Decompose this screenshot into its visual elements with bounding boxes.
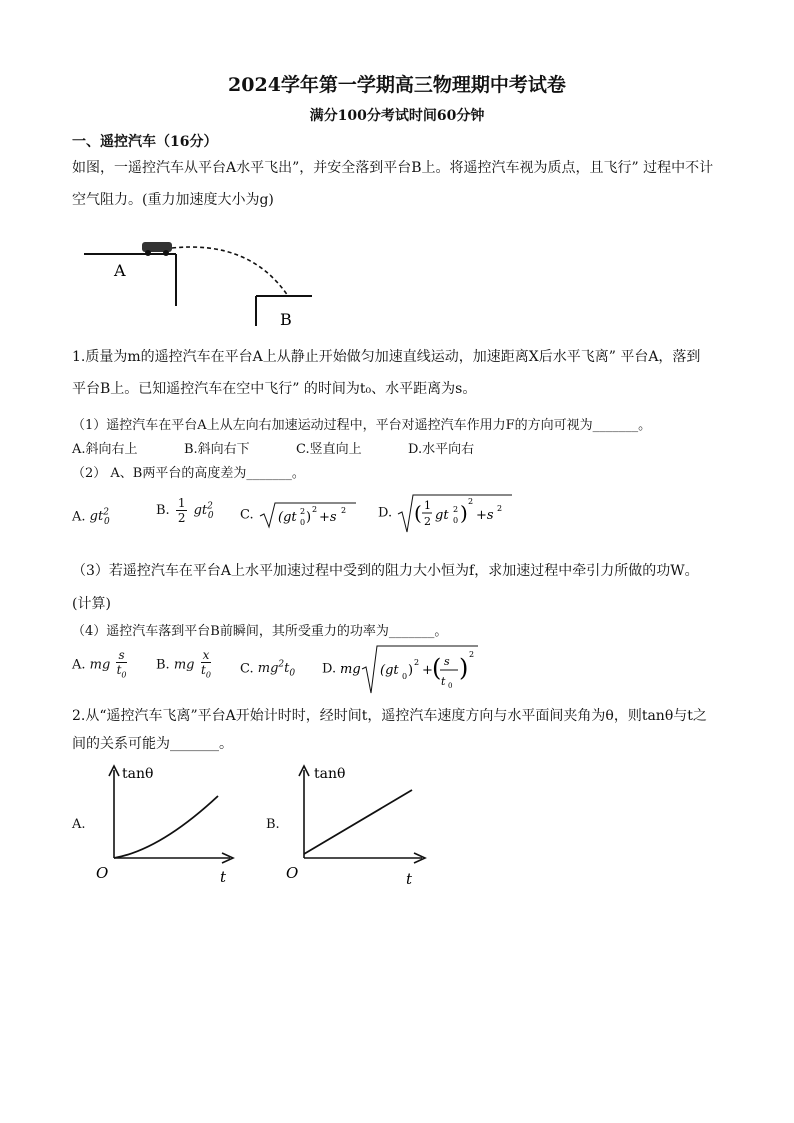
- svg-text:2: 2: [340, 506, 346, 515]
- svg-text:2: 2: [453, 505, 459, 514]
- platform-b-label: B: [280, 310, 292, 329]
- option-letter: B.: [156, 657, 170, 673]
- car-wheel-icon: [163, 250, 169, 256]
- svg-text:2: 2: [497, 504, 503, 513]
- formula-mg2-t0: $mg^2t_0$: [257, 660, 296, 679]
- car-wheel-icon: [145, 250, 151, 256]
- q1-part4-option-b: B. mg $\frac{x}{t_0}$: [156, 648, 213, 682]
- graph-b-line: [304, 790, 412, 854]
- formula-sqrt-option-c: [258, 500, 358, 530]
- trajectory-curve: [172, 247, 288, 296]
- formula-g-t0-squared: $gt^2_0$: [193, 501, 214, 521]
- formula-sqrt-option-d: [396, 492, 514, 534]
- svg-text:+s: +s: [318, 510, 337, 525]
- q1-stem-line-1: 1.质量为m的遥控汽车在平台A上从静止开始做匀加速直线运动，加速距离X后水平飞离” 平台A，落到: [72, 349, 701, 365]
- svg-text:2: 2: [469, 650, 475, 659]
- svg-text:2: 2: [468, 497, 474, 506]
- graph-a-origin: O: [96, 864, 109, 882]
- option-letter: A.: [72, 657, 86, 673]
- option-letter: D.: [378, 505, 393, 521]
- svg-text:mg: mg: [340, 662, 361, 677]
- svg-text:2: 2: [414, 658, 420, 667]
- q1-part4-option-a: A. mg $\frac{s}{t_0}$: [72, 648, 129, 682]
- option-letter: D.: [322, 661, 337, 677]
- formula-g-t0-squared: $gt^2_0$: [89, 508, 110, 527]
- platform-figure: [80, 228, 320, 333]
- graph-b-xlabel: t: [406, 870, 413, 885]
- svg-text:(: (: [432, 654, 442, 682]
- option-letter: B.: [156, 503, 170, 518]
- q1-stem-line-2: 平台B上。已知遥控汽车在空中飞行” 的时间为t₀、水平距离为s。: [72, 381, 477, 397]
- fraction-x-over-t0: $\frac{x}{t_0}$: [201, 648, 211, 680]
- intro-line-2: 空气阻力。(重力加速度大小为g): [72, 192, 274, 208]
- svg-text:): ): [459, 654, 469, 682]
- section-heading: 一、遥控汽车（16分）: [72, 134, 218, 150]
- q2-stem-line-2: 间的关系可能为_______。: [72, 736, 233, 752]
- platform-a-label: A: [114, 261, 126, 280]
- svg-text:0: 0: [448, 682, 453, 690]
- svg-text:+: +: [422, 663, 434, 678]
- svg-text:0: 0: [299, 518, 305, 527]
- svg-text:(gt: (gt: [277, 510, 297, 525]
- svg-text:2: 2: [424, 515, 432, 528]
- graph-a-curve: [114, 796, 218, 858]
- q1-part2-option-d: [378, 492, 514, 534]
- graph-a-label: A.: [72, 817, 86, 832]
- graph-b-ylabel: tanθ: [314, 766, 346, 782]
- svg-text:(gt: (gt: [380, 663, 399, 678]
- graph-b-label: B.: [266, 817, 280, 832]
- q1-part1-option-c: C.竖直向上: [296, 442, 362, 457]
- q1-part1-option-a: A.斜向右上: [72, 442, 138, 457]
- svg-text:(: (: [414, 501, 423, 525]
- svg-text:+s: +s: [476, 508, 494, 523]
- graph-a-xlabel: t: [220, 868, 227, 885]
- exam-info: 满分100分考试时间60分钟: [309, 108, 485, 124]
- fraction-s-over-t0: $\frac{s}{t_0}$: [116, 648, 127, 680]
- q1-part4-option-d: [322, 643, 480, 695]
- intro-line-1: 如图，一遥控汽车从平台A水平飞出”，并安全落到平台B上。将遥控汽车视为质点，且飞行” 过程中不计: [72, 160, 714, 176]
- q1-part4-option-c: [240, 660, 295, 679]
- fraction-half: $\frac{1}{2}$: [177, 496, 186, 525]
- svg-text:gt: gt: [435, 508, 449, 523]
- q1-part2-option-a: [72, 508, 110, 527]
- svg-text:0: 0: [402, 672, 408, 681]
- graph-a: [90, 760, 240, 885]
- formula-sqrt-option-d-power: [340, 643, 480, 695]
- q1-part1-option-d: D.水平向右: [408, 442, 475, 457]
- svg-text:2: 2: [299, 507, 305, 516]
- graph-b-origin: O: [286, 864, 299, 882]
- q1-part2-option-b: [156, 496, 214, 525]
- graph-b: [282, 760, 432, 885]
- q1-part1-text: （1）遥控汽车在平台A上从左向右加速运动过程中，平台对遥控汽车作用力F的方向可视为_______。: [72, 418, 652, 433]
- q1-part3-text: （3）若遥控汽车在平台A上水平加速过程中受到的阻力大小恒为f，求加速过程中牵引力所做的功W。: [72, 563, 699, 579]
- svg-text:0: 0: [453, 516, 459, 525]
- graph-a-ylabel: tanθ: [122, 766, 154, 782]
- svg-text:): ): [460, 501, 469, 525]
- q1-part1-option-b: B.斜向右下: [184, 442, 250, 457]
- svg-text:s: s: [444, 655, 450, 668]
- q2-stem-line-1: 2.从“遥控汽车飞离”平台A开始计时时，经时间t，遥控汽车速度方向与水平面间夹角为θ，则tanθ与t之: [72, 708, 707, 724]
- svg-text:): ): [305, 510, 311, 525]
- q1-part3-note: (计算): [72, 596, 111, 612]
- option-letter: C.: [240, 507, 254, 523]
- svg-text:2: 2: [311, 505, 317, 514]
- svg-text:1: 1: [424, 499, 432, 512]
- svg-text:t: t: [441, 675, 446, 688]
- option-letter: C.: [240, 661, 254, 677]
- q1-part2-text: （2） A、B两平台的高度差为_______。: [72, 466, 305, 481]
- page-title: 2024学年第一学期高三物理期中考试卷: [228, 74, 566, 96]
- svg-text:): ): [408, 663, 414, 678]
- q1-part2-option-c: [240, 500, 358, 530]
- option-letter: A.: [72, 509, 86, 525]
- q1-part4-text: （4）遥控汽车落到平台B前瞬间，其所受重力的功率为_______。: [72, 624, 448, 639]
